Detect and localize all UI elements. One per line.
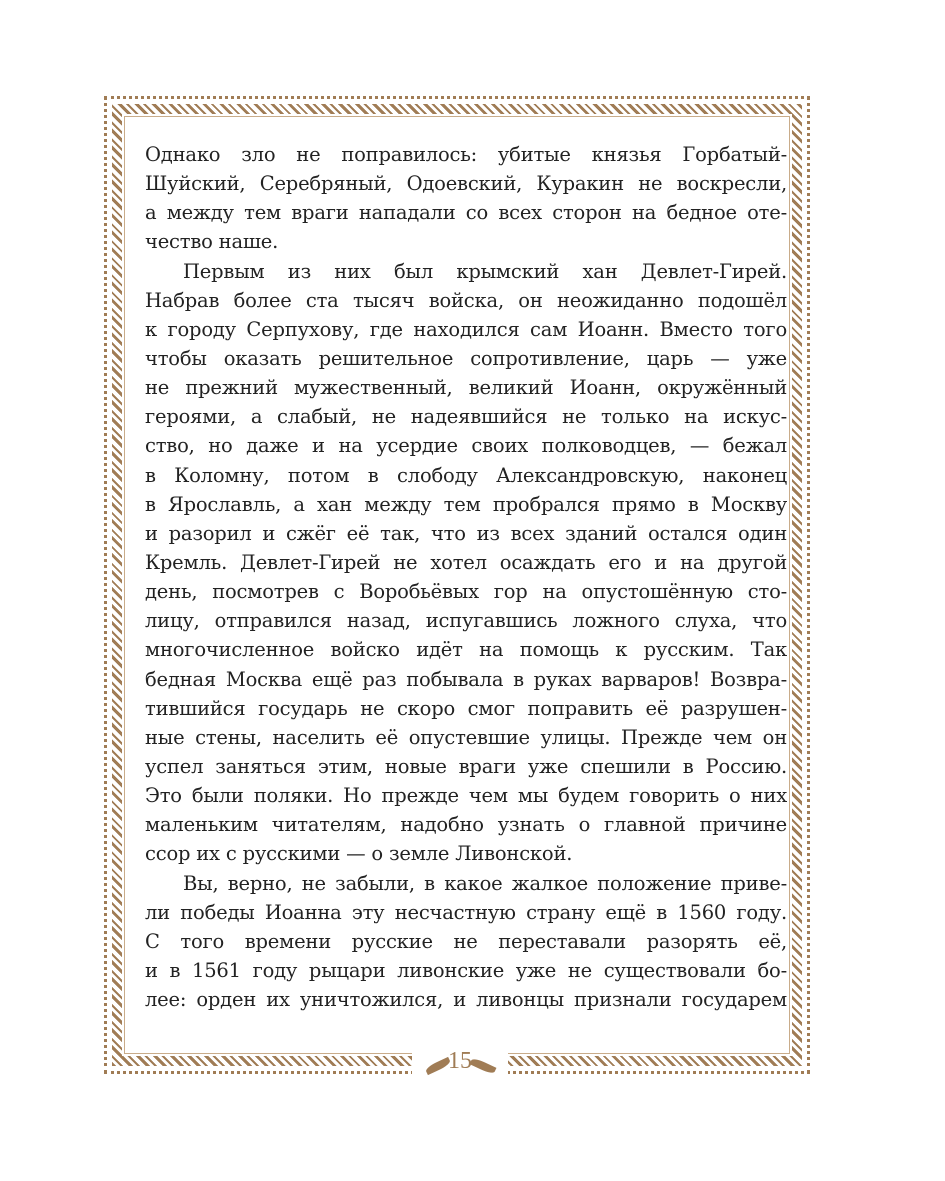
body-text [145,140,787,1014]
text-line: Первым из них был крымский хан Девлет-Гирей. [183,259,787,283]
text-line: и в 1561 году рыцари ливонские уже не существовали бо- [145,958,787,982]
text-line: и разорил и сжёг её так, что из всех зданий остался один [145,521,787,545]
text-line: ные стены, населить её опустевшие улицы. Прежде чем он [145,725,787,749]
text-line: не прежний мужественный, великий Иоанн, окружённый [145,376,787,400]
paragraph [145,257,787,869]
text-line: чтобы оказать решительное сопротивление, царь — уже [145,346,787,370]
text-line: Набрав более ста тысяч войска, он неожиданно подошёл [145,288,787,312]
text-line: день, посмотрев с Воробьёвых гор на опустошённую сто- [145,580,787,604]
text-line: лее: орден их уничтожился, и ливонцы признали государем [145,988,787,1012]
text-line: бедная Москва ещё раз побывала в руках варваров! Возвра- [145,667,787,691]
text-line: Вы, верно, не забыли, в какое жалкое положение приве- [183,871,787,895]
text-line: в Ярославль, а хан между тем пробрался прямо в Москву [145,492,787,516]
paragraph [145,869,787,1015]
text-line: а между тем враги нападали со всех сторон на бедное оте- [145,201,787,225]
text-line: тившийся государь не скоро смог поправить её разрушен- [145,696,787,720]
text-line: к городу Серпухову, где находился сам Иоанн. Вместо того [145,317,787,341]
text-line: лицу, отправился назад, испугавшись ложного слуха, что [145,609,787,633]
text-line: успел заняться этим, новые враги уже спешили в Россию. [145,754,787,778]
text-line: Это были поляки. Но прежде чем мы будем говорить о них [145,784,787,808]
text-line: ссор их с русскими — о земле Ливонской. [145,842,573,866]
text-line: С того времени русские не переставали разорять её, [145,929,787,953]
text-line: ство, но даже и на усердие своих полководцев, — бежал [145,434,787,458]
text-line: Шуйский, Серебряный, Одоевский, Куракин не воскресли, [145,172,787,196]
text-line: в Коломну, потом в слободу Александровскую, наконец [145,463,787,487]
text-line: ли победы Иоанна эту несчастную страну ещё в 1560 году. [145,900,787,924]
text-line: Однако зло не поправилось: убитые князья Горбатый- [145,143,787,166]
text-line: чество наше. [145,230,279,254]
paragraph [145,140,787,257]
text-line: героями, а слабый, не надеявшийся не только на искус- [145,405,787,429]
page-number: 15 [448,1048,472,1074]
text-line: Кремль. Девлет-Гирей не хотел осаждать его и на другой [145,550,787,574]
text-line: многочисленное войско идёт на помощь к русским. Так [145,638,787,662]
text-line: маленьким читателям, надобно узнать о главной причине [145,813,787,837]
